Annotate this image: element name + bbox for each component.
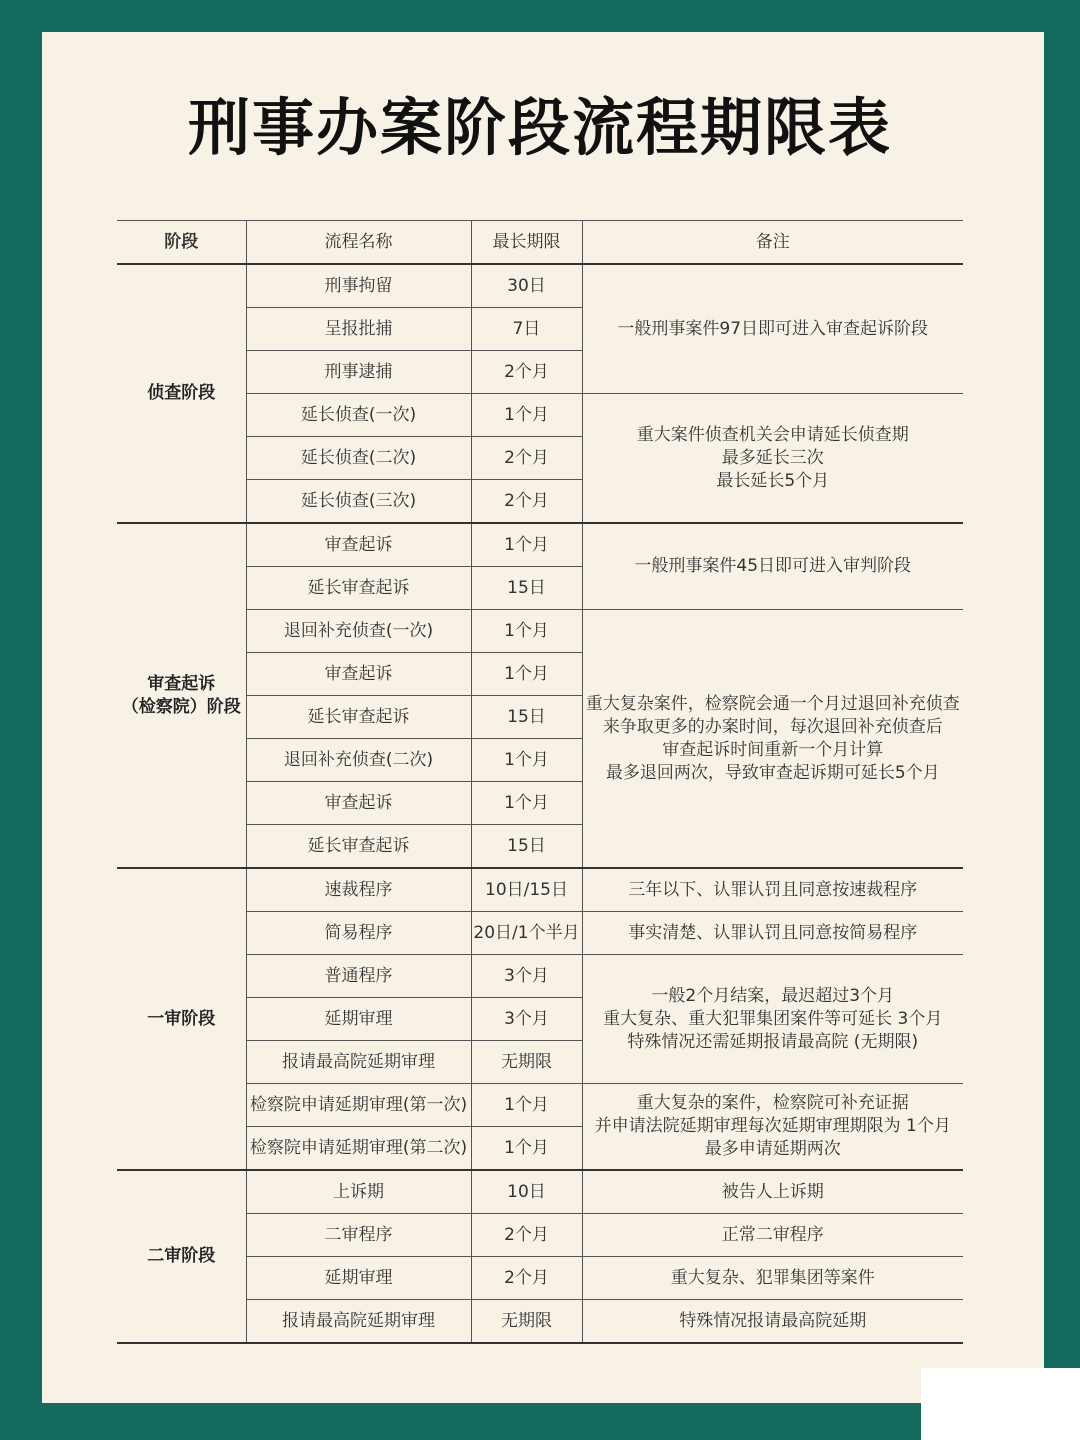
- note-line: 最多退回两次，导致审查起诉期可延长5个月: [605, 762, 940, 783]
- header-note: 备注: [582, 221, 963, 265]
- limit-cell: 2个月: [471, 480, 582, 524]
- limit-cell: 2个月: [471, 437, 582, 480]
- note-cell: [582, 912, 963, 955]
- limit-cell: 2个月: [471, 1257, 582, 1300]
- note-line: 来争取更多的办案时间，每次退回补充侦查后: [602, 716, 943, 737]
- process-cell: 退回补充侦查(一次): [246, 610, 471, 653]
- note-cell: [582, 523, 963, 610]
- process-cell: 检察院申请延期审理(第二次): [246, 1127, 471, 1171]
- limit-cell: 10日: [471, 1170, 582, 1214]
- note-cell: [582, 1214, 963, 1257]
- note-cell: [582, 1300, 963, 1344]
- process-cell: 报请最高院延期审理: [246, 1041, 471, 1084]
- table-row: [117, 523, 963, 567]
- limit-cell: 1个月: [471, 394, 582, 437]
- process-cell: 延期审理: [246, 998, 471, 1041]
- limit-cell: 1个月: [471, 1084, 582, 1127]
- stage-cell: [117, 1170, 246, 1343]
- limit-cell: 无期限: [471, 1300, 582, 1344]
- header-stage: 阶段: [117, 221, 246, 265]
- note-line: 特殊情况报请最高院延期: [679, 1310, 867, 1331]
- stage-name: 二审阶段: [147, 1246, 216, 1266]
- page-title: 刑事办案阶段流程期限表: [187, 91, 892, 164]
- note-line: 一般2个月结案，最迟超过3个月: [651, 985, 895, 1006]
- note-cell: [582, 868, 963, 912]
- header-limit: 最长期限: [471, 221, 582, 265]
- process-cell: 二审程序: [246, 1214, 471, 1257]
- process-cell: 延长侦查(一次): [246, 394, 471, 437]
- table-header-row: [117, 221, 963, 265]
- note-cell: [582, 1257, 963, 1300]
- note-cell: [582, 264, 963, 394]
- note-line: 被告人上诉期: [721, 1181, 824, 1202]
- stage-cell: [117, 523, 246, 868]
- note-cell: [582, 955, 963, 1084]
- note-line: 三年以下、认罪认罚且同意按速裁程序: [628, 879, 918, 900]
- note-cell: [582, 610, 963, 869]
- note-line: 重大复杂的案件，检察院可补充证据: [636, 1093, 909, 1113]
- process-cell: 审查起诉: [246, 653, 471, 696]
- stage-name: 一审阶段: [147, 1008, 216, 1029]
- process-cell: 呈报批捕: [246, 308, 471, 351]
- note-cell: [582, 1170, 963, 1214]
- limit-cell: 1个月: [471, 523, 582, 567]
- note-line: 重大案件侦查机关会申请延长侦查期: [636, 424, 909, 445]
- process-cell: 速裁程序: [246, 868, 471, 912]
- table-container: [117, 220, 963, 1344]
- process-cell: 刑事拘留: [246, 264, 471, 308]
- process-cell: 简易程序: [246, 912, 471, 955]
- table-row: [117, 264, 963, 308]
- note-line: 重大复杂、犯罪集团等案件: [670, 1267, 875, 1288]
- stage-cell: [117, 868, 246, 1170]
- note-line: 一般刑事案件97日即可进入审查起诉阶段: [617, 318, 929, 339]
- process-cell: 延长审查起诉: [246, 825, 471, 869]
- note-line: 重大复杂、重大犯罪集团案件等可延长 3个月: [603, 1008, 943, 1029]
- process-cell: 检察院申请延期审理(第一次): [246, 1084, 471, 1127]
- process-cell: 审查起诉: [246, 523, 471, 567]
- stage-name: 侦查阶段: [147, 383, 216, 403]
- note-line: 最长延长5个月: [716, 470, 830, 491]
- limit-cell: 10日/15日: [471, 868, 582, 912]
- limit-cell: 2个月: [471, 351, 582, 394]
- process-cell: 刑事逮捕: [246, 351, 471, 394]
- process-cell: 延长审查起诉: [246, 567, 471, 610]
- process-cell: 报请最高院延期审理: [246, 1300, 471, 1344]
- table-row: [117, 868, 963, 912]
- corner-patch: [921, 1368, 1080, 1440]
- header-process: 流程名称: [246, 221, 471, 265]
- note-line: 正常二审程序: [721, 1224, 824, 1245]
- note-line: 审查起诉时间重新一个月计算: [662, 739, 884, 760]
- stage-cell: [117, 264, 246, 523]
- deadline-table: [117, 220, 963, 1344]
- limit-cell: 无期限: [471, 1041, 582, 1084]
- note-cell: [582, 394, 963, 524]
- limit-cell: 1个月: [471, 610, 582, 653]
- stage-name: 审查起诉: [147, 673, 216, 694]
- limit-cell: 15日: [471, 696, 582, 739]
- limit-cell: 3个月: [471, 998, 582, 1041]
- limit-cell: 3个月: [471, 955, 582, 998]
- note-line: 事实清楚、认罪认罚且同意按简易程序: [628, 922, 918, 943]
- note-line: 并申请法院延期审理每次延期审理期限为 1个月: [594, 1116, 951, 1136]
- limit-cell: 1个月: [471, 782, 582, 825]
- limit-cell: 1个月: [471, 739, 582, 782]
- limit-cell: 20日/1个半月: [471, 912, 582, 955]
- process-cell: 延长侦查(三次): [246, 480, 471, 524]
- process-cell: 延长侦查(二次): [246, 437, 471, 480]
- process-cell: 上诉期: [246, 1170, 471, 1214]
- process-cell: 审查起诉: [246, 782, 471, 825]
- limit-cell: 2个月: [471, 1214, 582, 1257]
- note-cell: [582, 1084, 963, 1171]
- limit-cell: 15日: [471, 567, 582, 610]
- process-cell: 退回补充侦查(二次): [246, 739, 471, 782]
- note-line: 最多延长三次: [721, 447, 824, 468]
- note-line: 重大复杂案件，检察院会通一个月过退回补充侦查: [585, 693, 960, 714]
- limit-cell: 30日: [471, 264, 582, 308]
- limit-cell: 1个月: [471, 653, 582, 696]
- stage-name: （检察院）阶段: [121, 696, 241, 717]
- note-line: 最多申请延期两次: [704, 1139, 841, 1159]
- limit-cell: 1个月: [471, 1127, 582, 1171]
- process-cell: 延期审理: [246, 1257, 471, 1300]
- table-body: [117, 264, 963, 1343]
- note-line: 一般刑事案件45日即可进入审判阶段: [634, 556, 912, 576]
- limit-cell: 15日: [471, 825, 582, 869]
- limit-cell: 7日: [471, 308, 582, 351]
- process-cell: 延长审查起诉: [246, 696, 471, 739]
- table-row: [117, 1170, 963, 1214]
- process-cell: 普通程序: [246, 955, 471, 998]
- note-line: 特殊情况还需延期报请最高院 (无期限): [627, 1031, 919, 1052]
